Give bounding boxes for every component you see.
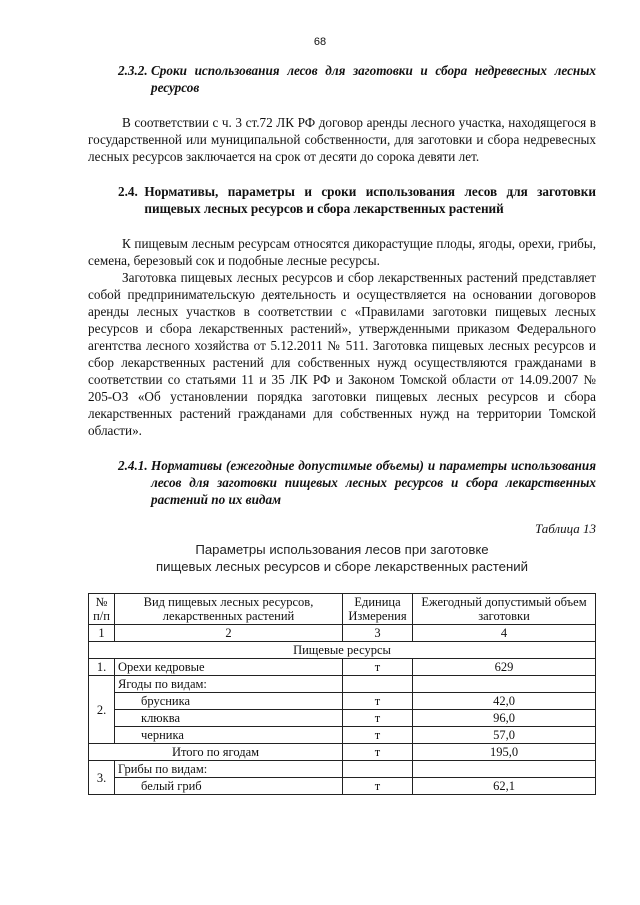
heading-text: Нормативы (ежегодные допустимые объемы) и параметры использования лесов для заготовки пищевых лесных ресурсов и сбора лекарственных растений по их видам (150, 458, 596, 507)
col-number: 4 (413, 625, 596, 642)
paragraph-food-resources: К пищевым лесным ресурсам относятся дикорастущие плоды, ягоды, орехи, грибы, семена, березовый сок и подобные лесные ресурсы. (88, 236, 596, 268)
heading-number: 2.4. (118, 184, 138, 199)
resource-unit: т (343, 710, 413, 727)
row-number: 2. (89, 676, 115, 744)
table-row (89, 659, 596, 676)
table-row (89, 778, 596, 795)
table-row (89, 676, 596, 693)
row-number: 3. (89, 761, 115, 795)
paragraph-harvesting-rules: Заготовка пищевых лесных ресурсов и сбор лекарственных растений представляет собой предпринимательскую деятельность и осуществляется на основании договоров аренды лесных участков в соответствии с «Правилами заготовки пищевых лесных ресурсов и сбора лекарственных растений», утвержденными приказом Федерального агентства лесного хозяйства от 5.12.2011 № 511. Заготовка пищевых лесных ресурсов и сбор лекарственных растений для собственных нужд осуществляются гражданами в соответствии со статьями 11 и 35 ЛК РФ и Законом Томской области от 14.09.2007 № 205-ОЗ «Об установлении порядка заготовки пищевых лесных ресурсов и сбора лекарственных растений гражданами для собственных нужд на территории Томской области». (88, 270, 596, 438)
resource-unit: т (343, 659, 413, 676)
col-number: 1 (89, 625, 115, 642)
resource-unit: т (343, 778, 413, 795)
table-label: Таблица 13 (534, 521, 596, 536)
col-header-number: № п/п (89, 594, 115, 625)
heading-number: 2.4.1. (118, 458, 148, 473)
table-total-row (89, 744, 596, 761)
resource-unit: т (343, 727, 413, 744)
table-column-numbers-row (89, 625, 596, 642)
table-row (89, 710, 596, 727)
table-title (88, 541, 596, 575)
table-header-row (89, 594, 596, 625)
heading-2-4-1 (118, 457, 596, 508)
resource-name: клюква (115, 710, 343, 727)
resource-parameters-table (88, 593, 596, 795)
table-title-line: Параметры использования лесов при заготовке (195, 542, 489, 557)
resource-group-heading: Грибы по видам: (115, 761, 343, 778)
resource-name: черника (115, 727, 343, 744)
resource-name: брусника (115, 693, 343, 710)
total-label: Итого по ягодам (89, 744, 343, 761)
total-volume: 195,0 (413, 744, 596, 761)
empty-cell (343, 761, 413, 778)
row-number: 1. (89, 659, 115, 676)
table-row (89, 761, 596, 778)
resource-name: Орехи кедровые (115, 659, 343, 676)
table-group-row (89, 642, 596, 659)
table-title-line: пищевых лесных ресурсов и сборе лекарственных растений (156, 559, 528, 574)
resource-volume: 57,0 (413, 727, 596, 744)
resource-unit: т (343, 693, 413, 710)
heading-number: 2.3.2. (118, 63, 148, 78)
heading-text: Нормативы, параметры и сроки использования лесов для заготовки пищевых лесных ресурсов и сбора лекарственных растений (144, 184, 596, 216)
document-body (88, 62, 596, 795)
resource-group-heading: Ягоды по видам: (115, 676, 343, 693)
empty-cell (413, 676, 596, 693)
heading-2-4 (118, 183, 596, 217)
table-row (89, 693, 596, 710)
col-number: 3 (343, 625, 413, 642)
resource-name: белый гриб (115, 778, 343, 795)
empty-cell (343, 676, 413, 693)
table-row (89, 727, 596, 744)
heading-2-3-2 (118, 62, 596, 96)
col-number: 2 (115, 625, 343, 642)
col-header-volume: Ежегодный допустимый объем заготовки (413, 594, 596, 625)
col-header-type: Вид пищевых лесных ресурсов, лекарственных растений (115, 594, 343, 625)
page-number: 68 (313, 36, 327, 48)
paragraph-lease-term: В соответствии с ч. 3 ст.72 ЛК РФ договор аренды лесного участка, находящегося в государственной или муниципальной собственности, для заготовки и сбора недревесных лесных ресурсов заключается на срок от десяти до сорока девяти лет. (88, 115, 596, 164)
resource-volume: 62,1 (413, 778, 596, 795)
resource-volume: 629 (413, 659, 596, 676)
group-food-resources: Пищевые ресурсы (89, 642, 596, 659)
empty-cell (413, 761, 596, 778)
resource-volume: 96,0 (413, 710, 596, 727)
heading-text: Сроки использования лесов для заготовки и сбора недревесных лесных ресурсов (150, 63, 596, 95)
col-header-unit: Единица Измерения (343, 594, 413, 625)
total-unit: т (343, 744, 413, 761)
resource-volume: 42,0 (413, 693, 596, 710)
